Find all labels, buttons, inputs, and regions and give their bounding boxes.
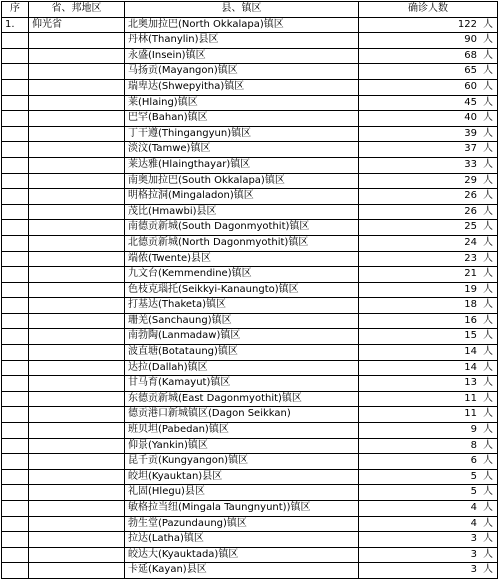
case-count-cell <box>359 423 498 439</box>
table-row <box>2 360 498 376</box>
province-cell <box>29 454 125 470</box>
table-row <box>2 251 498 267</box>
township-name-cell: 班贝坦(Pabedan)镇区 <box>125 423 359 439</box>
province-cell <box>29 391 125 407</box>
seq-cell <box>2 360 29 376</box>
case-count-cell <box>359 142 498 158</box>
township-name-cell: 卡延(Kayan)县区 <box>125 563 359 579</box>
header-cases: 确诊人数 <box>359 2 498 18</box>
table-row <box>2 298 498 314</box>
case-count-cell <box>359 282 498 298</box>
case-count-value: 26 <box>464 190 477 202</box>
table-row <box>2 516 498 532</box>
province-cell <box>29 298 125 314</box>
seq-cell <box>2 204 29 220</box>
township-name-cell: 巴罕(Bahan)镇区 <box>125 111 359 127</box>
seq-cell <box>2 189 29 205</box>
case-count-cell <box>359 407 498 423</box>
case-count-cell <box>359 189 498 205</box>
case-unit: 人 <box>483 190 493 202</box>
province-cell <box>29 157 125 173</box>
seq-cell: 1. <box>2 17 29 33</box>
case-count-value: 65 <box>464 65 477 77</box>
table-row <box>2 438 498 454</box>
case-unit: 人 <box>483 49 493 61</box>
seq-cell <box>2 516 29 532</box>
case-count-value: 23 <box>464 252 477 264</box>
table-row <box>2 79 498 95</box>
case-unit: 人 <box>483 80 493 92</box>
province-cell <box>29 220 125 236</box>
table-row <box>2 532 498 548</box>
case-count-cell <box>359 48 498 64</box>
case-count-value: 29 <box>464 174 477 186</box>
case-count-cell <box>359 501 498 517</box>
case-unit: 人 <box>483 158 493 170</box>
case-count-value: 33 <box>464 158 477 170</box>
case-unit: 人 <box>483 470 493 482</box>
seq-cell <box>2 220 29 236</box>
township-name-cell: 丁干遵(Thingangyun)镇区 <box>125 126 359 142</box>
case-count-value: 90 <box>464 34 477 46</box>
seq-cell <box>2 282 29 298</box>
province-cell <box>29 345 125 361</box>
township-name-cell: 马扬贡(Mayangon)镇区 <box>125 64 359 80</box>
township-name-cell: 南德贡新城(South Dagonmyothit)镇区 <box>125 220 359 236</box>
case-count-cell <box>359 563 498 579</box>
header-township: 县、镇区 <box>125 2 359 18</box>
case-unit: 人 <box>483 127 493 139</box>
case-unit: 人 <box>483 392 493 404</box>
township-name-cell: 永盛(Insein)镇区 <box>125 48 359 64</box>
province-cell <box>29 126 125 142</box>
township-name-cell: 东德贡新城(East Dagonmyothit)镇区 <box>125 391 359 407</box>
table-row <box>2 469 498 485</box>
case-count-value: 3 <box>470 548 477 560</box>
table-row <box>2 189 498 205</box>
province-cell <box>29 360 125 376</box>
case-count-cell <box>359 157 498 173</box>
case-unit: 人 <box>483 408 493 420</box>
province-cell <box>29 469 125 485</box>
case-count-value: 25 <box>464 221 477 233</box>
township-name-cell: 端侬(Twente)县区 <box>125 251 359 267</box>
case-unit: 人 <box>483 330 493 342</box>
case-count-value: 8 <box>470 439 477 451</box>
province-cell <box>29 235 125 251</box>
table-row <box>2 282 498 298</box>
case-count-value: 40 <box>464 112 477 124</box>
case-count-value: 16 <box>464 314 477 326</box>
township-name-cell: 色枝克瑙托(Seikkyi-Kanaungto)镇区 <box>125 282 359 298</box>
case-count-cell <box>359 438 498 454</box>
seq-cell <box>2 407 29 423</box>
table-row <box>2 407 498 423</box>
seq-cell <box>2 501 29 517</box>
case-count-value: 14 <box>464 346 477 358</box>
case-count-value: 3 <box>470 533 477 545</box>
province-cell <box>29 563 125 579</box>
province-cell <box>29 532 125 548</box>
case-count-value: 11 <box>464 408 477 420</box>
seq-cell <box>2 391 29 407</box>
seq-cell <box>2 438 29 454</box>
township-name-cell: 莱达雅(Hlaingthayar)镇区 <box>125 157 359 173</box>
province-cell <box>29 189 125 205</box>
province-cell <box>29 204 125 220</box>
case-count-cell <box>359 345 498 361</box>
case-count-cell <box>359 313 498 329</box>
province-cell <box>29 111 125 127</box>
township-name-cell: 瑞卑达(Shwepyitha)镇区 <box>125 79 359 95</box>
case-unit: 人 <box>483 65 493 77</box>
seq-cell <box>2 313 29 329</box>
seq-cell <box>2 485 29 501</box>
province-cell <box>29 251 125 267</box>
table-row <box>2 220 498 236</box>
province-cell: 仰光省 <box>29 17 125 33</box>
case-unit: 人 <box>483 34 493 46</box>
case-count-value: 37 <box>464 143 477 155</box>
case-unit: 人 <box>483 299 493 311</box>
seq-cell <box>2 345 29 361</box>
township-name-cell: 茂比(Hmawbi)县区 <box>125 204 359 220</box>
township-name-cell: 勃生堂(Pazundaung)镇区 <box>125 516 359 532</box>
seq-cell <box>2 157 29 173</box>
table-row <box>2 17 498 33</box>
table-row <box>2 485 498 501</box>
province-cell <box>29 64 125 80</box>
table-row <box>2 48 498 64</box>
case-unit: 人 <box>483 96 493 108</box>
case-unit: 人 <box>483 268 493 280</box>
table-row <box>2 345 498 361</box>
seq-cell <box>2 235 29 251</box>
province-cell <box>29 95 125 111</box>
seq-cell <box>2 547 29 563</box>
township-name-cell: 皎坦(Kyauktan)县区 <box>125 469 359 485</box>
case-count-cell <box>359 251 498 267</box>
case-unit: 人 <box>483 112 493 124</box>
case-count-cell <box>359 516 498 532</box>
case-unit: 人 <box>483 236 493 248</box>
province-cell <box>29 313 125 329</box>
case-unit: 人 <box>483 533 493 545</box>
table-row <box>2 204 498 220</box>
seq-cell <box>2 376 29 392</box>
province-cell <box>29 485 125 501</box>
case-count-value: 18 <box>464 299 477 311</box>
case-count-cell <box>359 298 498 314</box>
case-unit: 人 <box>483 517 493 529</box>
province-cell <box>29 438 125 454</box>
province-cell <box>29 376 125 392</box>
case-unit: 人 <box>483 548 493 560</box>
table-row <box>2 95 498 111</box>
table-row <box>2 33 498 49</box>
case-unit: 人 <box>483 377 493 389</box>
table-row <box>2 157 498 173</box>
case-unit: 人 <box>483 439 493 451</box>
township-name-cell: 南勃陶(Lanmadaw)镇区 <box>125 329 359 345</box>
seq-cell <box>2 33 29 49</box>
township-name-cell: 仰景(Yankin)镇区 <box>125 438 359 454</box>
seq-cell <box>2 48 29 64</box>
covid-cases-table <box>1 1 498 579</box>
case-count-value: 45 <box>464 96 477 108</box>
table-row <box>2 547 498 563</box>
table-row <box>2 126 498 142</box>
table-row <box>2 376 498 392</box>
case-count-cell <box>359 126 498 142</box>
province-cell <box>29 516 125 532</box>
case-count-value: 5 <box>470 486 477 498</box>
province-cell <box>29 423 125 439</box>
case-count-value: 5 <box>470 470 477 482</box>
case-count-value: 68 <box>464 49 477 61</box>
case-count-cell <box>359 220 498 236</box>
province-cell <box>29 282 125 298</box>
case-unit: 人 <box>483 143 493 155</box>
case-count-cell <box>359 391 498 407</box>
case-count-value: 4 <box>470 517 477 529</box>
province-cell <box>29 48 125 64</box>
case-count-cell <box>359 267 498 283</box>
township-name-cell: 甘马育(Kamayut)镇区 <box>125 376 359 392</box>
case-count-cell <box>359 95 498 111</box>
province-cell <box>29 547 125 563</box>
seq-cell <box>2 64 29 80</box>
table-row <box>2 423 498 439</box>
township-name-cell: 莱(Hlaing)镇区 <box>125 95 359 111</box>
case-unit: 人 <box>483 361 493 373</box>
seq-cell <box>2 126 29 142</box>
case-count-cell <box>359 485 498 501</box>
case-count-cell <box>359 360 498 376</box>
case-count-value: 14 <box>464 361 477 373</box>
township-name-cell: 南奥加拉巴(South Okkalapa)镇区 <box>125 173 359 189</box>
case-unit: 人 <box>483 283 493 295</box>
case-unit: 人 <box>483 174 493 186</box>
province-cell <box>29 33 125 49</box>
township-name-cell: 打基达(Thaketa)镇区 <box>125 298 359 314</box>
case-unit: 人 <box>483 486 493 498</box>
township-name-cell: 北德贡新城(North Dagonmyothit)镇区 <box>125 235 359 251</box>
township-name-cell: 九文台(Kemmendine)镇区 <box>125 267 359 283</box>
township-name-cell: 敏格拉当纽(Mingala Taungnyunt))镇区 <box>125 501 359 517</box>
province-cell <box>29 173 125 189</box>
table-row <box>2 173 498 189</box>
seq-cell <box>2 563 29 579</box>
case-count-value: 6 <box>470 455 477 467</box>
township-name-cell: 北奥加拉巴(North Okkalapa)镇区 <box>125 17 359 33</box>
case-count-cell <box>359 204 498 220</box>
table-row <box>2 267 498 283</box>
case-count-value: 15 <box>464 330 477 342</box>
case-unit: 人 <box>483 346 493 358</box>
seq-cell <box>2 173 29 189</box>
township-name-cell: 珊羌(Sanchaung)镇区 <box>125 313 359 329</box>
case-count-cell <box>359 111 498 127</box>
township-name-cell: 礼固(Hlegu)县区 <box>125 485 359 501</box>
case-count-cell <box>359 547 498 563</box>
case-count-cell <box>359 79 498 95</box>
case-count-cell <box>359 173 498 189</box>
case-count-cell <box>359 33 498 49</box>
case-count-value: 21 <box>464 268 477 280</box>
case-unit: 人 <box>483 252 493 264</box>
case-count-value: 26 <box>464 205 477 217</box>
case-count-value: 60 <box>464 80 477 92</box>
seq-cell <box>2 454 29 470</box>
table-row <box>2 64 498 80</box>
table-row <box>2 329 498 345</box>
case-count-cell <box>359 17 498 33</box>
case-count-cell <box>359 376 498 392</box>
province-cell <box>29 79 125 95</box>
case-count-cell <box>359 454 498 470</box>
case-count-cell <box>359 329 498 345</box>
case-unit: 人 <box>483 424 493 436</box>
seq-cell <box>2 267 29 283</box>
case-unit: 人 <box>483 221 493 233</box>
province-cell <box>29 267 125 283</box>
township-name-cell: 德贡港口新城镇区(Dagon Seikkan) <box>125 407 359 423</box>
seq-cell <box>2 142 29 158</box>
table-row <box>2 142 498 158</box>
seq-cell <box>2 298 29 314</box>
case-count-cell <box>359 532 498 548</box>
seq-cell <box>2 329 29 345</box>
seq-cell <box>2 251 29 267</box>
seq-cell <box>2 532 29 548</box>
case-count-cell <box>359 235 498 251</box>
header-province: 省、邦地区 <box>29 2 125 18</box>
township-name-cell: 拉达(Latha)镇区 <box>125 532 359 548</box>
table-row <box>2 501 498 517</box>
case-count-value: 19 <box>464 283 477 295</box>
seq-cell <box>2 469 29 485</box>
case-count-value: 4 <box>470 502 477 513</box>
case-count-value: 39 <box>464 127 477 139</box>
seq-cell <box>2 79 29 95</box>
case-unit: 人 <box>483 205 493 217</box>
table-row <box>2 391 498 407</box>
case-unit: 人 <box>483 314 493 326</box>
seq-cell <box>2 95 29 111</box>
case-count-value: 3 <box>470 564 477 576</box>
table-row <box>2 235 498 251</box>
header-seq: 序 <box>2 2 29 18</box>
header-row <box>2 2 498 18</box>
case-count-value: 13 <box>464 377 477 389</box>
township-name-cell: 淡汶(Tamwe)镇区 <box>125 142 359 158</box>
township-name-cell: 丹林(Thanylin)县区 <box>125 33 359 49</box>
table-row <box>2 454 498 470</box>
table-row <box>2 313 498 329</box>
township-name-cell: 波直塘(Botataung)镇区 <box>125 345 359 361</box>
township-name-cell: 达拉(Dallah)镇区 <box>125 360 359 376</box>
table-row <box>2 563 498 579</box>
township-name-cell: 明格拉洞(Mingaladon)镇区 <box>125 189 359 205</box>
township-name-cell: 皎达大(Kyauktada)镇区 <box>125 547 359 563</box>
case-count-value: 9 <box>470 424 477 436</box>
case-unit: 人 <box>483 502 493 513</box>
case-count-value: 11 <box>464 392 477 404</box>
case-unit: 人 <box>483 564 493 576</box>
province-cell <box>29 142 125 158</box>
case-count-value: 24 <box>464 236 477 248</box>
case-count-cell <box>359 64 498 80</box>
province-cell <box>29 329 125 345</box>
case-count-cell <box>359 469 498 485</box>
table-row <box>2 111 498 127</box>
case-count-value: 122 <box>457 18 477 30</box>
province-cell <box>29 501 125 517</box>
township-name-cell: 昆千贡(Kungyangon)镇区 <box>125 454 359 470</box>
seq-cell <box>2 111 29 127</box>
case-unit: 人 <box>483 18 493 30</box>
province-cell <box>29 407 125 423</box>
seq-cell <box>2 423 29 439</box>
case-unit: 人 <box>483 455 493 467</box>
table-body <box>2 17 498 578</box>
